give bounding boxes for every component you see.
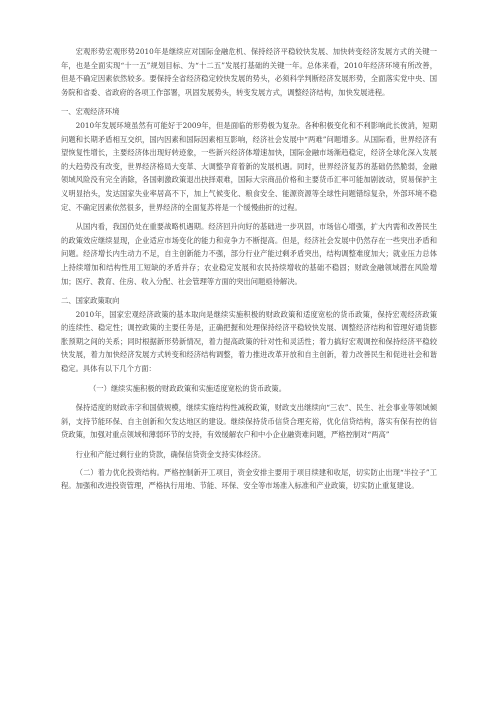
- subsection-heading-1: （一）继续实施积极的财政政策和实施适度宽松的货币政策。: [89, 383, 287, 393]
- investment-structure-paragraph: （二）着力优化投资结构。严格控制新开工项目，资金安排主要用于项目续建和收尾，切实防止出现“半拉子”工程。加强和改进投资管理，严格执行用地、节能、环保、安全等市场准入标准和产业政策，切实防止重复建设。: [61, 467, 437, 491]
- credit-support-paragraph: 行业和产能过剩行业的贷款，确保信贷资金支持实体经济。: [75, 450, 266, 460]
- section-heading-2: 二、国家政策取向: [61, 296, 120, 306]
- intro-paragraph: 宏观形势宏观形势2010年是继续应对国际金融危机、保持经济平稳较快发展、加快转变经济发展方式的关键一年，也是全面实现“十一五”规划目标、为“十二五”发展打基础的关键一年。总体来看，2010年经济环境有所改善，但是不确定因素依然较多。要保持全省经济稳定较快发展的势头，必须科学判断经济发展形势，全面落实党中央、国务院和省委、省政府的各项工作部署，巩固发展势头，转变发展方式，调整经济结构，加快发展进程。: [61, 47, 437, 97]
- section-heading-1: 一、宏观经济环境: [61, 107, 120, 117]
- policy-orientation-paragraph: 2010年，国家宏观经济政策的基本取向是继续实施积极的财政政策和适度宽松的货币政策，保持宏观经济政策的连续性、稳定性；调控政策的主要任务是，正确把握和处理保持经济平稳较快发展、调整经济结构和管理好通货膨胀预期之间的关系；同时根据新形势新情况，着力提高政策的针对性和灵活性；着力搞好宏观调控和保持经济平稳较快发展，着力加快经济发展方式转变和经济结构调整，着力推进改革开放和自主创新，着力改善民生和促进社会和谐稳定。具体有以下几个方面：: [61, 309, 437, 374]
- domestic-environment-paragraph: 从国内看，我国仍处在重要战略机遇期。经济回升向好的基础进一步巩固，市场信心增强，扩大内需和改善民生的政策效应继续显现，企业适应市场变化的能力和竞争力不断提高。但是，经济社会发展中仍然存在一些突出矛盾和问题。经济增长内生动力不足，自主创新能力不强，部分行业产能过剩矛盾突出，结构调整难度加大；就业压力总体上持续增加和结构性用工短缺的矛盾并存；农业稳定发展和农民持续增收的基础不稳固；财政金融领域潜在风险增加；医疗、教育、住房、收入分配、社会管理等方面的突出问题亟待解决。: [61, 222, 437, 286]
- document-body: [61, 45, 437, 493]
- international-environment-paragraph: 2010年发展环境虽然有可能好于2009年，但是面临的形势极为复杂。各种积极变化和不利影响此长彼消，短期问题和长期矛盾相互交织，国内因素和国际因素相互影响，经济社会发展中“两难”问题增多。从国际看，世界经济有望恢复性增长，主要经济体出现好转迹象，一些新兴经济体增速加快，国际金融市场渐趋稳定，经济全球化深入发展的大趋势没有改变，世界经济格局大变革、大调整孕育着新的发展机遇。同时，世界经济复苏的基础仍然脆弱，金融领域风险没有完全消除，各国刺激政策退出抉择艰难，国际大宗商品价格和主要货币汇率可能加剧波动，贸易保护主义明显抬头，发达国家失业率居高不下，加上气候变化、粮食安全、能源资源等全球性问题错综复杂，外部环境不稳定、不确定因素依然很多，世界经济的全面复苏将是一个缓慢曲折的过程。: [61, 120, 437, 212]
- fiscal-monetary-paragraph: 保持适度的财政赤字和国债规模，继续实施结构性减税政策，财政支出继续向“三农”、民生、社会事业等领域倾斜，支持节能环保、自主创新和欠发达地区的建设。继续保持货币信贷合理充裕，优化信贷结构，落实有保有控的信贷政策，加强对重点领域和薄弱环节的支持，有效缓解农户和中小企业融资难问题，严格控制对“两高”: [61, 403, 437, 440]
